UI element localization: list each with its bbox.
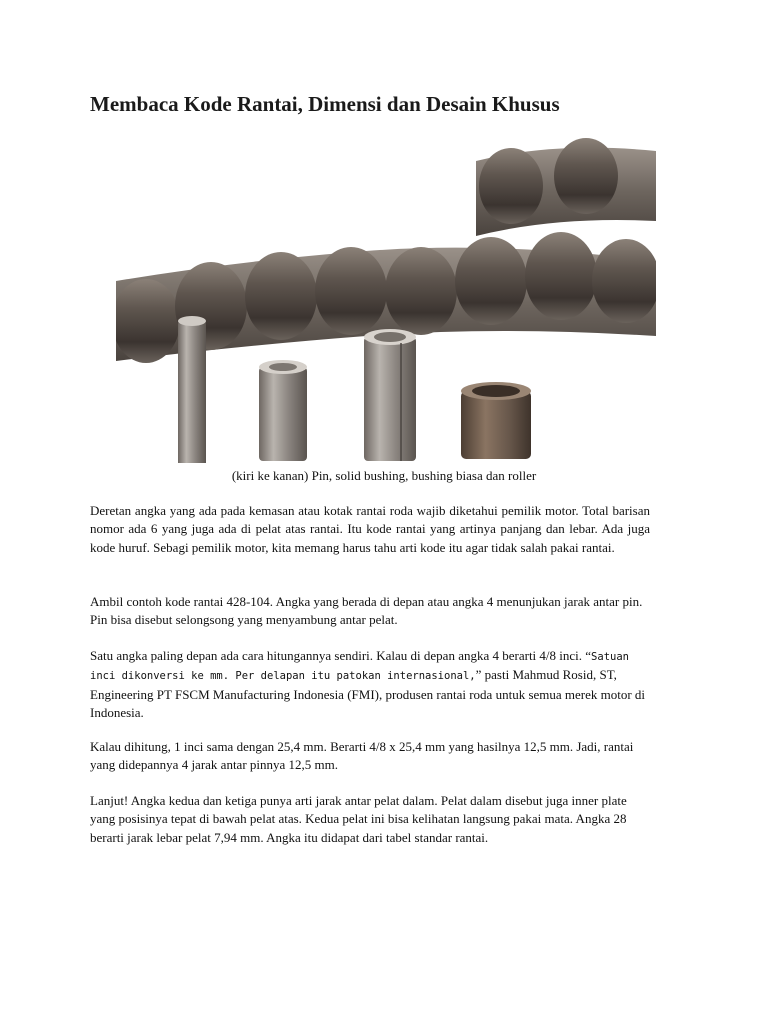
paragraph-4: Kalau dihitung, 1 inci sama dengan 25,4 mm. Berarti 4/8 x 25,4 mm yang hasilnya 12,5 mm. Jadi, rantai yang didepannya 4 jarak antar pinnya 12,5 mm. bbox=[90, 739, 634, 773]
paragraph-1: Deretan angka yang ada pada kemasan atau kotak rantai roda wajib diketahui pemilik motor. Total barisan nomor ada 6 yang juga ada di pelat atas rantai. Itu kode rantai yang artinya panjang dan lebar. Ada juga kode huruf. Sebagi pemilik motor, kita memang harus tahu arti kode itu agar tidak salah pakai rantai. bbox=[90, 503, 650, 555]
bushing-part bbox=[364, 329, 416, 461]
paragraph-2: Ambil contoh kode rantai 428-104. Angka yang berada di depan atau angka 4 menunjukan jarak antar pin. Pin bisa disebut selongsong yang menyambung antar pelat. bbox=[90, 594, 643, 628]
paragraph-5: Lanjut! Angka kedua dan ketiga punya arti jarak antar pelat dalam. Pelat dalam disebut juga inner plate yang posisinya tepat di bawah pelat atas. Kedua pelat ini bisa kelihatan langsung pakai mata. Angka 28 berarti jarak lebar pelat 7,94 mm. Angka itu didapat dari tabel standar rantai. bbox=[90, 793, 627, 845]
solid-bushing-part bbox=[259, 360, 307, 461]
image-caption: (kiri ke kanan) Pin, solid bushing, bushing biasa dan roller bbox=[231, 468, 537, 483]
article-title: Membaca Kode Rantai, Dimensi dan Desain Khusus bbox=[90, 92, 560, 116]
paragraph-3-text-after: ” pasti Mahmud Rosid, ST, Engineering PT FSCM Manufacturing Indonesia (FMI), produsen rantai roda untuk semua merek motor di Indonesia. bbox=[90, 667, 646, 720]
pin-part bbox=[178, 316, 206, 463]
paragraph-3-quote: Satuan inci dikonversi ke mm. Per delapan itu patokan internasional, bbox=[90, 651, 629, 683]
paragraph-3 bbox=[90, 647, 650, 722]
roller-part bbox=[461, 382, 531, 459]
paragraph-3-text-before: Satu angka paling depan ada cara hitungannya sendiri. Kalau di depan angka 4 berarti 4/8 inci. “ bbox=[90, 648, 592, 663]
chain-parts-photo bbox=[116, 131, 656, 463]
